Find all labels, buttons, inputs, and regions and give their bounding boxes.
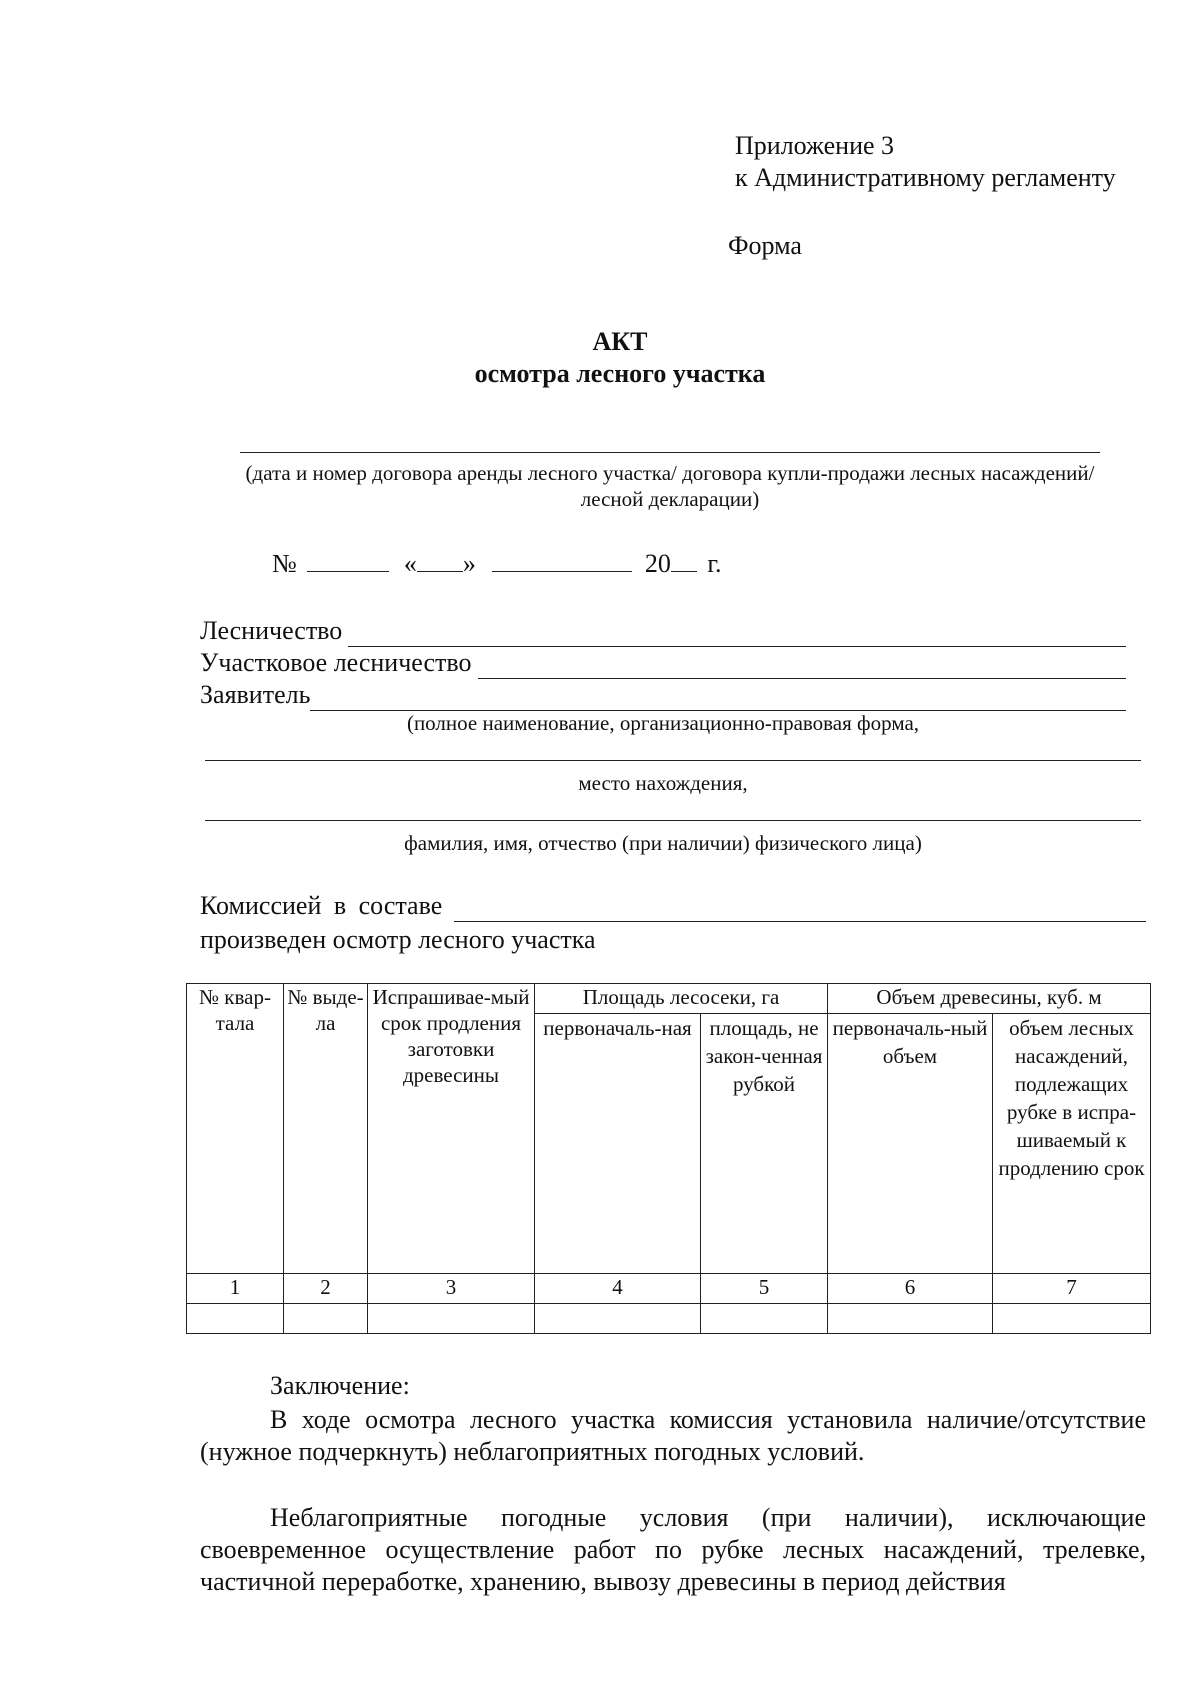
table-cell[interactable] xyxy=(284,1304,368,1334)
document-title xyxy=(0,326,1200,390)
applicant-person-line[interactable] xyxy=(205,820,1141,821)
appendix-regulation: к Административному регламенту xyxy=(735,163,1116,192)
conclusion-heading: Заключение: xyxy=(270,1371,410,1400)
applicant-row xyxy=(200,679,1126,711)
table-column-numbers-row xyxy=(187,1274,1151,1304)
column-number: 5 xyxy=(701,1274,828,1304)
title-sub: осмотра лесного участка xyxy=(474,359,766,388)
contract-field-line[interactable] xyxy=(240,452,1100,453)
header-allotment: № выде-ла xyxy=(284,984,368,1274)
contract-caption: (дата и номер договора аренды лесного участка/ договора купли-продажи лесных насаждений/ лесной декларации) xyxy=(245,461,1095,511)
appendix-number: Приложение 3 xyxy=(735,131,895,160)
header-unfinished-area: площадь, не закон-ченная рубкой xyxy=(701,1014,828,1274)
header-initial-volume: первоначаль-ный объем xyxy=(828,1014,993,1274)
applicant-field[interactable] xyxy=(310,686,1126,711)
column-number: 6 xyxy=(828,1274,993,1304)
appendix-header xyxy=(735,130,1116,194)
column-number: 2 xyxy=(284,1274,368,1304)
inspected-text: произведен осмотр лесного участка xyxy=(200,925,596,954)
table-cell[interactable] xyxy=(828,1304,993,1334)
applicant-caption-person: фамилия, имя, отчество (при наличии) физического лица) xyxy=(404,831,922,855)
table-cell[interactable] xyxy=(701,1304,828,1334)
applicant-caption-location: место нахождения, xyxy=(578,771,748,795)
column-number: 1 xyxy=(187,1274,284,1304)
applicant-label: Заявитель xyxy=(200,680,311,709)
table-cell[interactable] xyxy=(368,1304,535,1334)
conclusion-paragraph-1: В ходе осмотра лесного участка комиссия установила наличие/отсутствие (нужное подчеркнуть) неблагоприятных погодных условий. xyxy=(200,1405,1146,1466)
table-cell[interactable] xyxy=(993,1304,1151,1334)
number-date-line xyxy=(272,547,722,580)
inspection-table xyxy=(186,983,1151,1334)
header-extension-period: Испрашивае-мый срок продления заготовки древесины xyxy=(368,984,535,1274)
table-cell[interactable] xyxy=(535,1304,701,1334)
header-timber-volume: Объем древесины, куб. м xyxy=(828,984,1151,1014)
applicant-location-line[interactable] xyxy=(205,760,1141,761)
year-suffix: г. xyxy=(707,549,722,578)
header-initial-area: первоначаль-ная xyxy=(535,1014,701,1274)
forestry-field[interactable] xyxy=(348,622,1126,647)
sub-forestry-row xyxy=(200,647,1126,679)
open-quote: « xyxy=(403,549,417,578)
year-prefix: 20 xyxy=(644,549,671,578)
column-number: 4 xyxy=(535,1274,701,1304)
column-number: 7 xyxy=(993,1274,1151,1304)
forestry-row xyxy=(200,615,1126,647)
form-label: Форма xyxy=(728,231,802,260)
table-header-row xyxy=(187,984,1151,1014)
number-field[interactable] xyxy=(307,547,389,572)
table-cell[interactable] xyxy=(187,1304,284,1334)
title-main: АКТ xyxy=(592,327,648,356)
year-field[interactable] xyxy=(671,547,697,572)
column-number: 3 xyxy=(368,1274,535,1304)
number-sign: № xyxy=(272,549,297,578)
commission-row xyxy=(200,890,1146,922)
day-field[interactable] xyxy=(417,547,463,572)
table-row xyxy=(187,1304,1151,1334)
commission-label: Комиссией в составе xyxy=(200,891,443,920)
forestry-label: Лесничество xyxy=(200,616,343,645)
header-volume-to-cut: объем лесных насаждений, подлежащих рубке в испра-шиваемый к продлению срок xyxy=(993,1014,1151,1274)
header-quarter: № квар-тала xyxy=(187,984,284,1274)
applicant-caption-name: (полное наименование, организационно-правовая форма, xyxy=(406,711,920,735)
sub-forestry-field[interactable] xyxy=(478,654,1127,679)
sub-forestry-label: Участковое лесничество xyxy=(200,648,472,677)
close-quote: » xyxy=(462,549,476,578)
commission-field[interactable] xyxy=(454,897,1146,922)
month-field[interactable] xyxy=(492,547,632,572)
header-cutting-area: Площадь лесосеки, га xyxy=(535,984,828,1014)
conclusion-paragraph-2: Неблагоприятные погодные условия (при наличии), исключающие своевременное осуществление работ по рубке лесных насаждений, трелевке, частичной переработке, хранению, вывозу древесины в период действия xyxy=(200,1503,1146,1596)
